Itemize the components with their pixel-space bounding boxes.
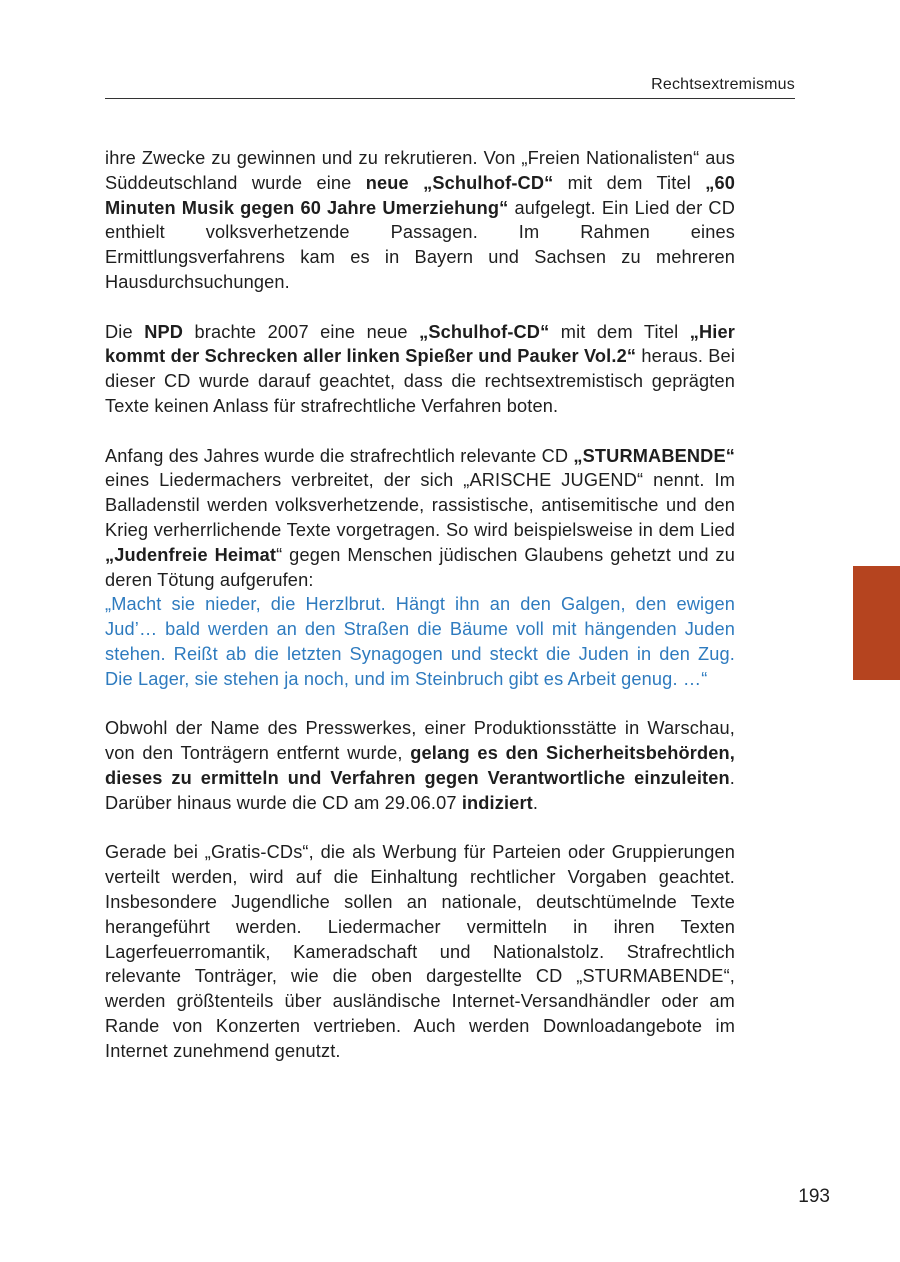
quote-block: „Macht sie nieder, die Herzlbrut. Hängt ihn an den Galgen, den ewigen Jud’… bald werden an den Straßen die Bäume voll mit hängenden Juden stehen. Reißt ab die letzten Synagogen und steckt die Juden in den Zug. Die Lager, sie stehen ja noch, und im Steinbruch gibt es Arbeit genug. …“ xyxy=(105,594,735,689)
emphasis-text: NPD xyxy=(144,321,184,342)
paragraph-text: Obwohl der Name des Presswerkes, einer Produktionsstätte in Warschau, von den Tonträgern entfernt wurde, xyxy=(105,718,735,764)
paragraph-text: aufgelegt. Ein Lied der CD enthielt volksverhetzende Passagen. Im Rahmen eines Ermittlungsverfahrens kam es in Bayern und Sachsen zu mehreren Hausdurchsuchungen. xyxy=(105,197,735,292)
emphasis-text: indiziert xyxy=(461,792,533,813)
page-number: 193 xyxy=(798,1186,830,1207)
paragraph-text: Die xyxy=(105,321,145,342)
emphasis-text: „Judenfreie Heimat xyxy=(105,544,277,565)
emphasis-text: „STURMABENDE“ xyxy=(573,445,735,466)
chapter-side-tab xyxy=(853,566,900,680)
paragraph-text: mit dem Titel xyxy=(553,172,706,193)
body-text xyxy=(105,146,735,1088)
paragraph-text: Anfang des Jahres wurde die strafrechtlich relevante CD xyxy=(105,445,574,466)
paragraph-text: Gerade bei „Gratis-CDs“, die als Werbung für Parteien oder Gruppierungen verteilt werden, wird auf die Einhaltung rechtlicher Vorgaben geachtet. Insbesondere Jugendliche sollen an nationale, deutschtümelnde Texte herangeführt werden. Liedermacher vermitteln in ihren Texten Lagerfeuerromantik, Kameradschaft und Nationalstolz. Strafrechtlich relevante Tonträger, wie die oben dargestellte CD „STURMABENDE“, werden größtenteils über ausländische Internet-Versandhändler oder am Rande von Konzerten vertrieben. Auch werden Downloadangebote im Internet zunehmend genutzt. xyxy=(105,842,735,1061)
header-rule xyxy=(105,98,795,99)
paragraph xyxy=(105,840,735,1063)
emphasis-text: neue „Schulhof-CD“ xyxy=(365,172,554,193)
emphasis-text: gelang es den Sicherheitsbehörden, dieses zu ermitteln und Verfahren gegen Verantwortliche einzuleiten xyxy=(105,743,735,788)
running-header: Rechtsextremismus xyxy=(651,76,795,93)
paragraph xyxy=(105,444,735,593)
paragraph xyxy=(105,146,735,295)
paragraph xyxy=(105,716,735,815)
paragraph-text: heraus. Bei dieser CD wurde darauf geachtet, dass die rechtsextremistisch geprägten Texte keinen Anlass für strafrechtliche Verfahren boten. xyxy=(105,346,736,416)
paragraph-text: . xyxy=(532,792,539,813)
emphasis-text: „Schulhof-CD“ xyxy=(419,321,550,342)
paragraph-text: ihre Zwecke zu gewinnen und zu rekrutieren. Von „Freien Nationalisten“ aus Süddeutschland wurde eine xyxy=(105,148,735,193)
paragraph xyxy=(105,320,735,419)
paragraph-text: “ gegen Menschen jüdischen Glaubens gehetzt und zu deren Tötung aufgerufen: xyxy=(105,544,735,590)
paragraph-text: mit dem Titel xyxy=(549,321,690,342)
paragraph-text: . Darüber hinaus wurde die CD am 29.06.07 xyxy=(105,767,735,813)
emphasis-text: „Hier kommt der Schrecken aller linken Spießer und Pauker Vol.2“ xyxy=(105,321,735,367)
emphasis-text: „60 Minuten Musik gegen 60 Jahre Umerziehung“ xyxy=(105,172,735,218)
paragraph-text: brachte 2007 eine neue xyxy=(183,321,420,342)
paragraph-text: eines Liedermachers verbreitet, der sich „ARISCHE JUGEND“ nennt. Im Balladenstil werden volksverhetzende, rassistische, antisemitische und den Krieg verherrlichende Texte vorgetragen. So wird beispielsweise in dem Lied xyxy=(105,470,735,540)
